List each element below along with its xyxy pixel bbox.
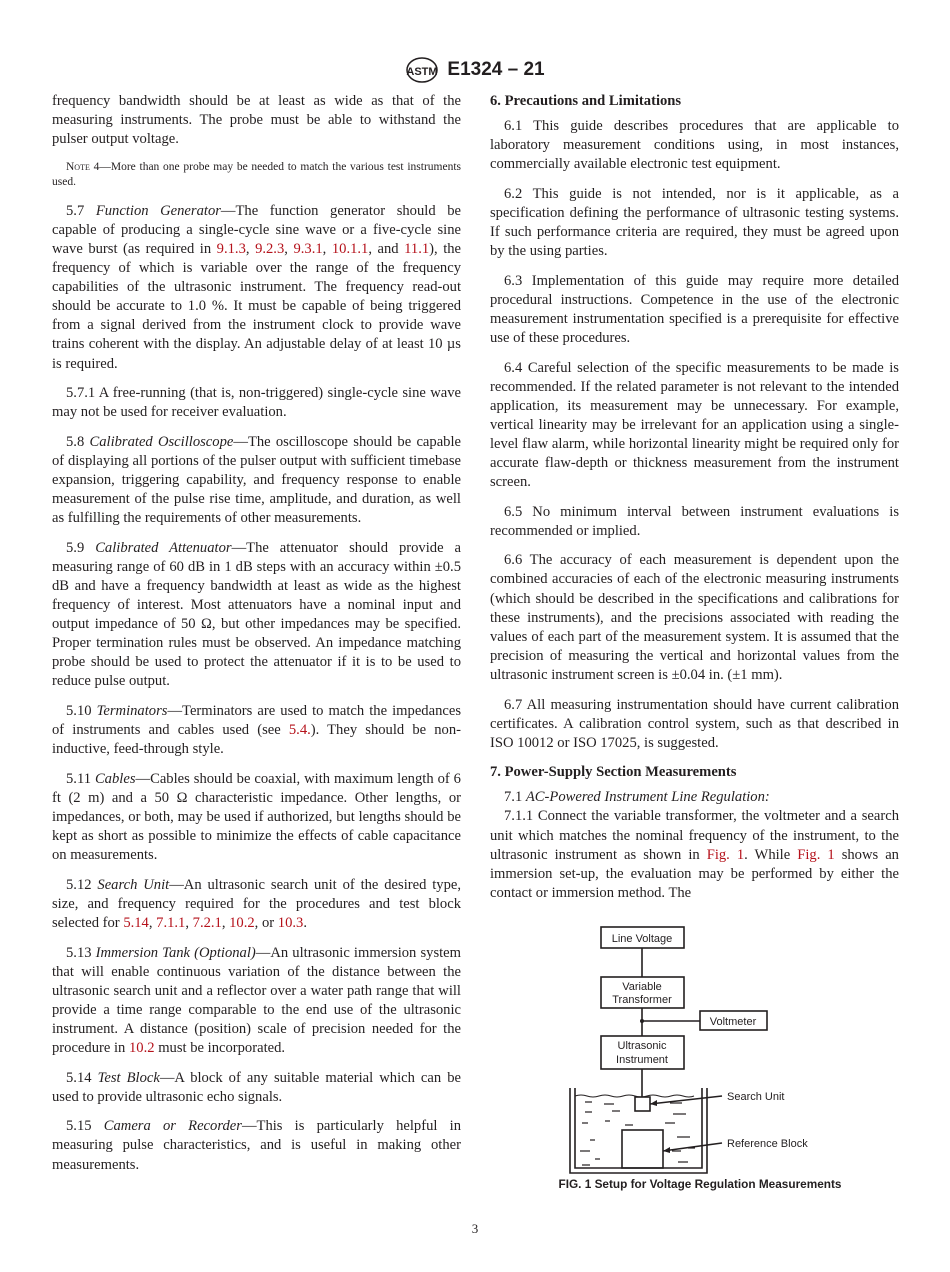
line-voltage-label: Line Voltage	[611, 933, 673, 945]
paragraph	[490, 185, 899, 261]
paragraph-text: Note	[66, 160, 90, 173]
paragraph	[52, 770, 461, 865]
paragraph	[490, 807, 899, 902]
voltmeter-label: Voltmeter	[709, 1016, 757, 1028]
cross-reference-link[interactable]: 5.14	[123, 914, 149, 931]
figure-caption: FIG. 1 Setup for Voltage Regulation Measurements	[558, 1177, 842, 1191]
cross-reference-link[interactable]: 10.3	[277, 914, 304, 931]
paragraph-text: ,	[221, 914, 230, 931]
figure-1-diagram	[530, 925, 870, 1200]
paragraph-text: —This is particularly helpful in measuring pulse characteristics, and is useful in making other measurements.	[52, 1118, 461, 1173]
svg-text:ASTM: ASTM	[406, 66, 438, 78]
paragraph-text: 5.14	[66, 1069, 98, 1086]
paragraph	[52, 944, 461, 1059]
paragraph-title: AC-Powered Instrument Line Regulation:	[525, 789, 770, 806]
paragraph-text: shows an immersion set-up, the evaluation may be performed by either the contact or immersion method. The	[490, 846, 899, 901]
paragraph-text: 6.3 Implementation of this guide may require more detailed procedural instructions. Competence in the use of the electronic measurement instrumentation specified is a prerequisite for effective use of these procedures.	[490, 272, 899, 346]
reference-block-label: Reference Block	[727, 1138, 808, 1150]
paragraph-text: 5.13	[66, 944, 96, 961]
paragraph-text: ,	[148, 914, 157, 931]
paragraph-text: —The oscilloscope should be capable of displaying all portions of the pulser output with sufficient timebase expansion, triggering capability, and frequency response to enable measurement of the pulse rise time, amplitude, and duration, as well as fulfilling the requirements of other measurements.	[52, 433, 461, 527]
paragraph-text: —Terminators are used to match the impedances of instruments and cables used (see	[52, 703, 462, 739]
left-column	[52, 92, 461, 1185]
cross-reference-link[interactable]: Fig. 1	[706, 846, 745, 863]
paragraph-title: Function Generator	[95, 202, 221, 219]
paragraph-text: 5.12	[66, 876, 98, 893]
paragraph-text: 5.10	[66, 703, 97, 720]
paragraph-text: must be incorporated.	[154, 1040, 286, 1057]
astm-logo-icon	[405, 56, 439, 84]
paragraph	[52, 876, 461, 933]
cross-reference-link[interactable]: 10.1.1	[331, 240, 369, 257]
paragraph-text: , and	[368, 240, 405, 257]
page-number: 3	[471, 1221, 479, 1236]
paragraph-text: —Cables should be coaxial, with maximum length of 6 ft (2 m) and a 50 Ω characteristic impedance. Other lengths, or impedances, or both, may be used if authorized, but lengths should be kept as short as possible to minimize the effects of cable capacitance on measurements.	[52, 770, 461, 864]
paragraph-text: ,	[245, 240, 256, 257]
paragraph-text: ,	[185, 914, 193, 931]
paragraph	[490, 117, 899, 174]
cross-reference-link[interactable]: 10.2	[129, 1040, 155, 1057]
cross-reference-link[interactable]: 7.2.1	[192, 914, 222, 931]
paragraph	[490, 503, 899, 541]
paragraph-text: —An ultrasonic immersion system that will enable continuous variation of the distance between the ultrasonic search unit and a reflector over a water path range that will provide a time range comparable to the end use of the ultrasonic instrument. A distance (position) scale of precision needed for the procedure in	[52, 944, 462, 1057]
paragraph-title: Camera or Recorder	[103, 1118, 242, 1135]
instrument-label: Instrument	[616, 1054, 668, 1066]
paragraph-text: 5.15	[66, 1118, 104, 1135]
cross-reference-link[interactable]: 9.1.3	[216, 240, 246, 257]
paragraph-text: ). They should be non-inductive, feed-through style.	[52, 722, 461, 758]
paragraph	[52, 384, 461, 422]
paragraph-title: Terminators	[96, 703, 168, 720]
page-header	[0, 56, 950, 84]
paragraph-text: 5.9	[66, 539, 96, 556]
right-column	[490, 92, 899, 913]
paragraph-text: —A block of any suitable material which can be used to provide ultrasonic echo signals.	[52, 1069, 461, 1105]
paragraph-text: . While	[744, 846, 798, 863]
paragraph-text: 5.7.1 A free-running (that is, non-triggered) single-cycle sine wave may not be used for receiver evaluation.	[52, 385, 461, 421]
paragraph-text: 5.8	[66, 433, 90, 450]
paragraph-text: ,	[322, 240, 332, 257]
paragraph-title: Calibrated Oscilloscope	[89, 433, 234, 450]
search-unit	[635, 1097, 650, 1111]
paragraph-text: , or	[254, 914, 278, 931]
paragraph	[52, 1069, 461, 1107]
ultrasonic-label: Ultrasonic	[617, 1040, 667, 1052]
paragraph	[490, 359, 899, 493]
paragraph	[490, 696, 899, 753]
paragraph	[490, 551, 899, 685]
note-paragraph	[52, 160, 461, 190]
paragraph-title: Immersion Tank (Optional)	[95, 944, 256, 961]
section-heading: 6. Precautions and Limitations	[490, 93, 682, 109]
paragraph-title: Test Block	[97, 1069, 160, 1086]
paragraph-text: 6.6 The accuracy of each measurement is dependent upon the combined accuracies of each of the electronic measuring instruments (which should be described in the specifications and calibrations for these instruments), and the precisions associated with reading the values of each part of the measurement system. It is assumed that the precision of measuring the vertical and horizontal values from the ultrasonic instrument screen is ±0.04 in. (±1 mm).	[490, 552, 899, 683]
cross-reference-link[interactable]: 5.4.	[288, 722, 311, 739]
transformer-label: Transformer	[612, 994, 672, 1006]
paragraph	[52, 92, 461, 149]
paragraph-text: 5.7	[66, 202, 96, 219]
paragraph-text: .	[303, 914, 307, 931]
paragraph-text: —The attenuator should provide a measuring range of 60 dB in 1 dB steps with an accuracy within ±0.5 dB and have a frequency bandwidth at least as wide as the highest frequency of interest. Most attenuators have a nominal input and output impedance of 50 Ω, but other impedances may be specified. Proper termination rules must be observed. An impedance matching probe should be used to protect the attenuator if it is to be used to reduce pulse output.	[52, 539, 461, 690]
paragraph-text: 6.5 No minimum interval between instrument evaluations is recommended or implied.	[490, 503, 899, 539]
paragraph-text: 6.7 All measuring instrumentation should have current calibration certificates. A calibration control system, such as that described in ISO 10012 or ISO 17025, is suggested.	[490, 696, 899, 751]
paragraph-text: 7.1.1 Connect the variable transformer, the voltmeter and a search unit which matches the nominal frequency of the instrument, to the ultrasonic instrument as shown in	[490, 808, 899, 863]
paragraph-text: 6.2 This guide is not intended, nor is it applicable, as a specification defining the performance of ultrasonic testing systems. If such performance criteria are required, they must be agreed upon by the using parties.	[490, 185, 899, 260]
reference-block	[622, 1130, 663, 1168]
search-unit-label: Search Unit	[727, 1091, 785, 1103]
paragraph-text: ,	[284, 240, 294, 257]
paragraph-title: Calibrated Attenuator	[95, 539, 232, 556]
cross-reference-link[interactable]: 9.3.1	[293, 240, 323, 257]
paragraph-text: 7.1	[504, 789, 526, 806]
section-heading: 7. Power-Supply Section Measurements	[490, 764, 737, 781]
paragraph-title: Cables	[94, 770, 136, 787]
paragraph-text: 6.1 This guide describes procedures that are applicable to laboratory measurement conditions using, in most instances, commercially available electronic test equipment.	[490, 118, 899, 173]
paragraph	[52, 1117, 461, 1174]
document-designation: E1324 – 21	[447, 59, 545, 80]
paragraph-text: 6.4 Careful selection of the specific measurements to be made is recommended. If the related parameter is not relevant to the intended application, its measurement may be unnecessary. For example, vertical linearity may be irrelevant for an application using a single-level flaw alarm, while horizontal linearity might be required only for accurate flaw-depth or thickness measurement from the instrument screen.	[490, 359, 899, 491]
cross-reference-link[interactable]: 9.2.3	[255, 240, 285, 257]
paragraph-title: Search Unit	[97, 876, 170, 893]
cross-reference-link[interactable]: Fig. 1	[797, 846, 835, 863]
paragraph	[52, 433, 461, 528]
cross-reference-link[interactable]: 10.2	[229, 914, 255, 931]
cross-reference-link[interactable]: 11.1	[404, 240, 430, 257]
paragraph-text: ), the frequency of which is variable over the range of the frequency capabilities of the ultrasonic instrument. The frequency read-out should be accurate to 1.0 %. It must be capable of being triggered from a signal derived from the instrument clock to provide wave trains coherent with the display. An adjustable delay of at least 10 µs is required.	[52, 240, 462, 372]
paragraph	[490, 788, 899, 807]
paragraph	[490, 272, 899, 348]
paragraph	[52, 202, 461, 374]
paragraph-text: frequency bandwidth should be at least as wide as that of the measuring instruments. The probe must be able to withstand the pulser output voltage.	[52, 93, 461, 148]
paragraph	[52, 539, 461, 692]
paragraph-text: 4—More than one probe may be needed to match the various test instruments used.	[52, 160, 461, 188]
variable-label: Variable	[622, 981, 662, 993]
paragraph	[52, 702, 461, 759]
paragraph-text: 5.11	[66, 770, 95, 787]
paragraph-text: —An ultrasonic search unit of the desired type, size, and frequency required for the procedures and test block selected for	[52, 876, 462, 931]
paragraph-text: —The function generator should be capable of producing a single-cycle sine wave or a five-cycle sine wave burst (as required in	[52, 202, 461, 257]
cross-reference-link[interactable]: 7.1.1	[156, 914, 186, 931]
